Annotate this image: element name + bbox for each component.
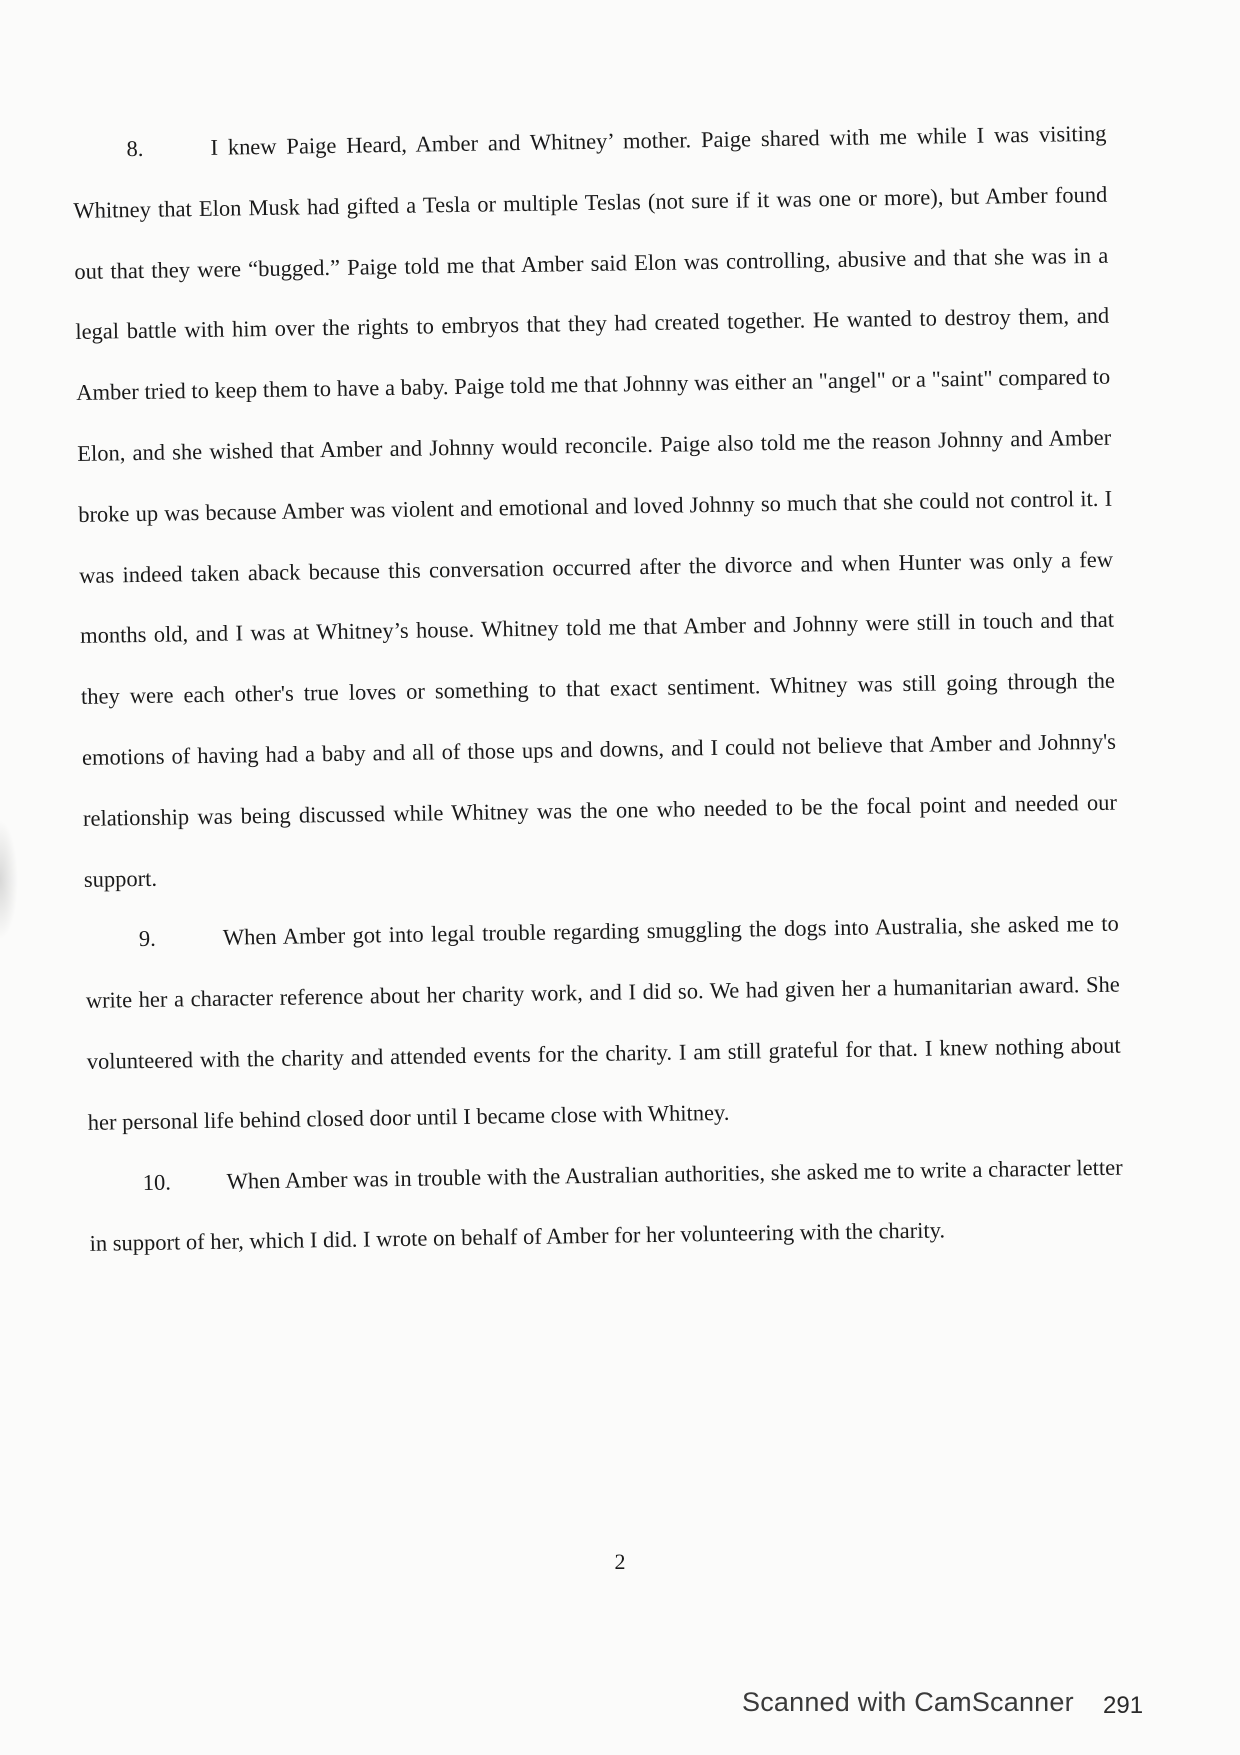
document-body <box>72 104 1124 1275</box>
paragraph-text: When Amber was in trouble with the Australian authorities, she asked me to write a character letter in support of her, which I did. I wrote on behalf of Amber for her volunteering with the charity. <box>89 1154 1123 1257</box>
paragraph-number: 10. <box>142 1169 172 1195</box>
paragraph-8 <box>72 104 1118 911</box>
paragraph-10 <box>88 1137 1124 1275</box>
page-number: 2 <box>614 1549 626 1574</box>
paragraph-9 <box>84 894 1122 1153</box>
paragraph-number: 8. <box>126 135 144 162</box>
camscanner-watermark: Scanned with CamScanner <box>742 1687 1074 1717</box>
bates-number: 291 <box>1103 1692 1144 1719</box>
paragraph-number: 9. <box>138 926 156 952</box>
scan-edge-shadow <box>0 820 18 940</box>
paragraph-text: I knew Paige Heard, Amber and Whitney’ mother. Paige shared with me while I was visiting Whitney that Elon Musk had gifted a Tesla or multiple Teslas (not sure if it was one or more), but Amber found out that they were “bugged.” Paige told me that Amber said Elon was controlling, abusive and that she was in a legal battle with him over the rights to embryos that they had created together. He wanted to destroy them, and Amber tried to keep them to have a baby. Paige told me that Johnny was either an "angel" or a "saint" compared to Elon, and she wished that Amber and Johnny would reconcile. Paige also told me the reason Johnny and Amber broke up was because Amber was violent and emotional and loved Johnny so much that she could not control it. I was indeed taken aback because this conversation occurred after the divorce and when Hunter was only a few months old, and I was at Whitney’s house. Whitney told me that Amber and Johnny were still in touch and that they were each other's true loves or something to that exact sentiment. Whitney was still going through the emotions of having had a baby and all of those ups and downs, and I could not believe that Amber and Johnny's relationship was being discussed while Whitney was the one who needed to be the focal point and needed our support. <box>73 120 1118 892</box>
paragraph-text: When Amber got into legal trouble regarding smuggling the dogs into Australia, she asked me to write her a character reference about her charity work, and I did so. We had given her a humanitarian award. She volunteered with the charity and attended events for the charity. I am still grateful for that. I knew nothing about her personal life behind closed door until I became close with Whitney. <box>85 911 1121 1135</box>
